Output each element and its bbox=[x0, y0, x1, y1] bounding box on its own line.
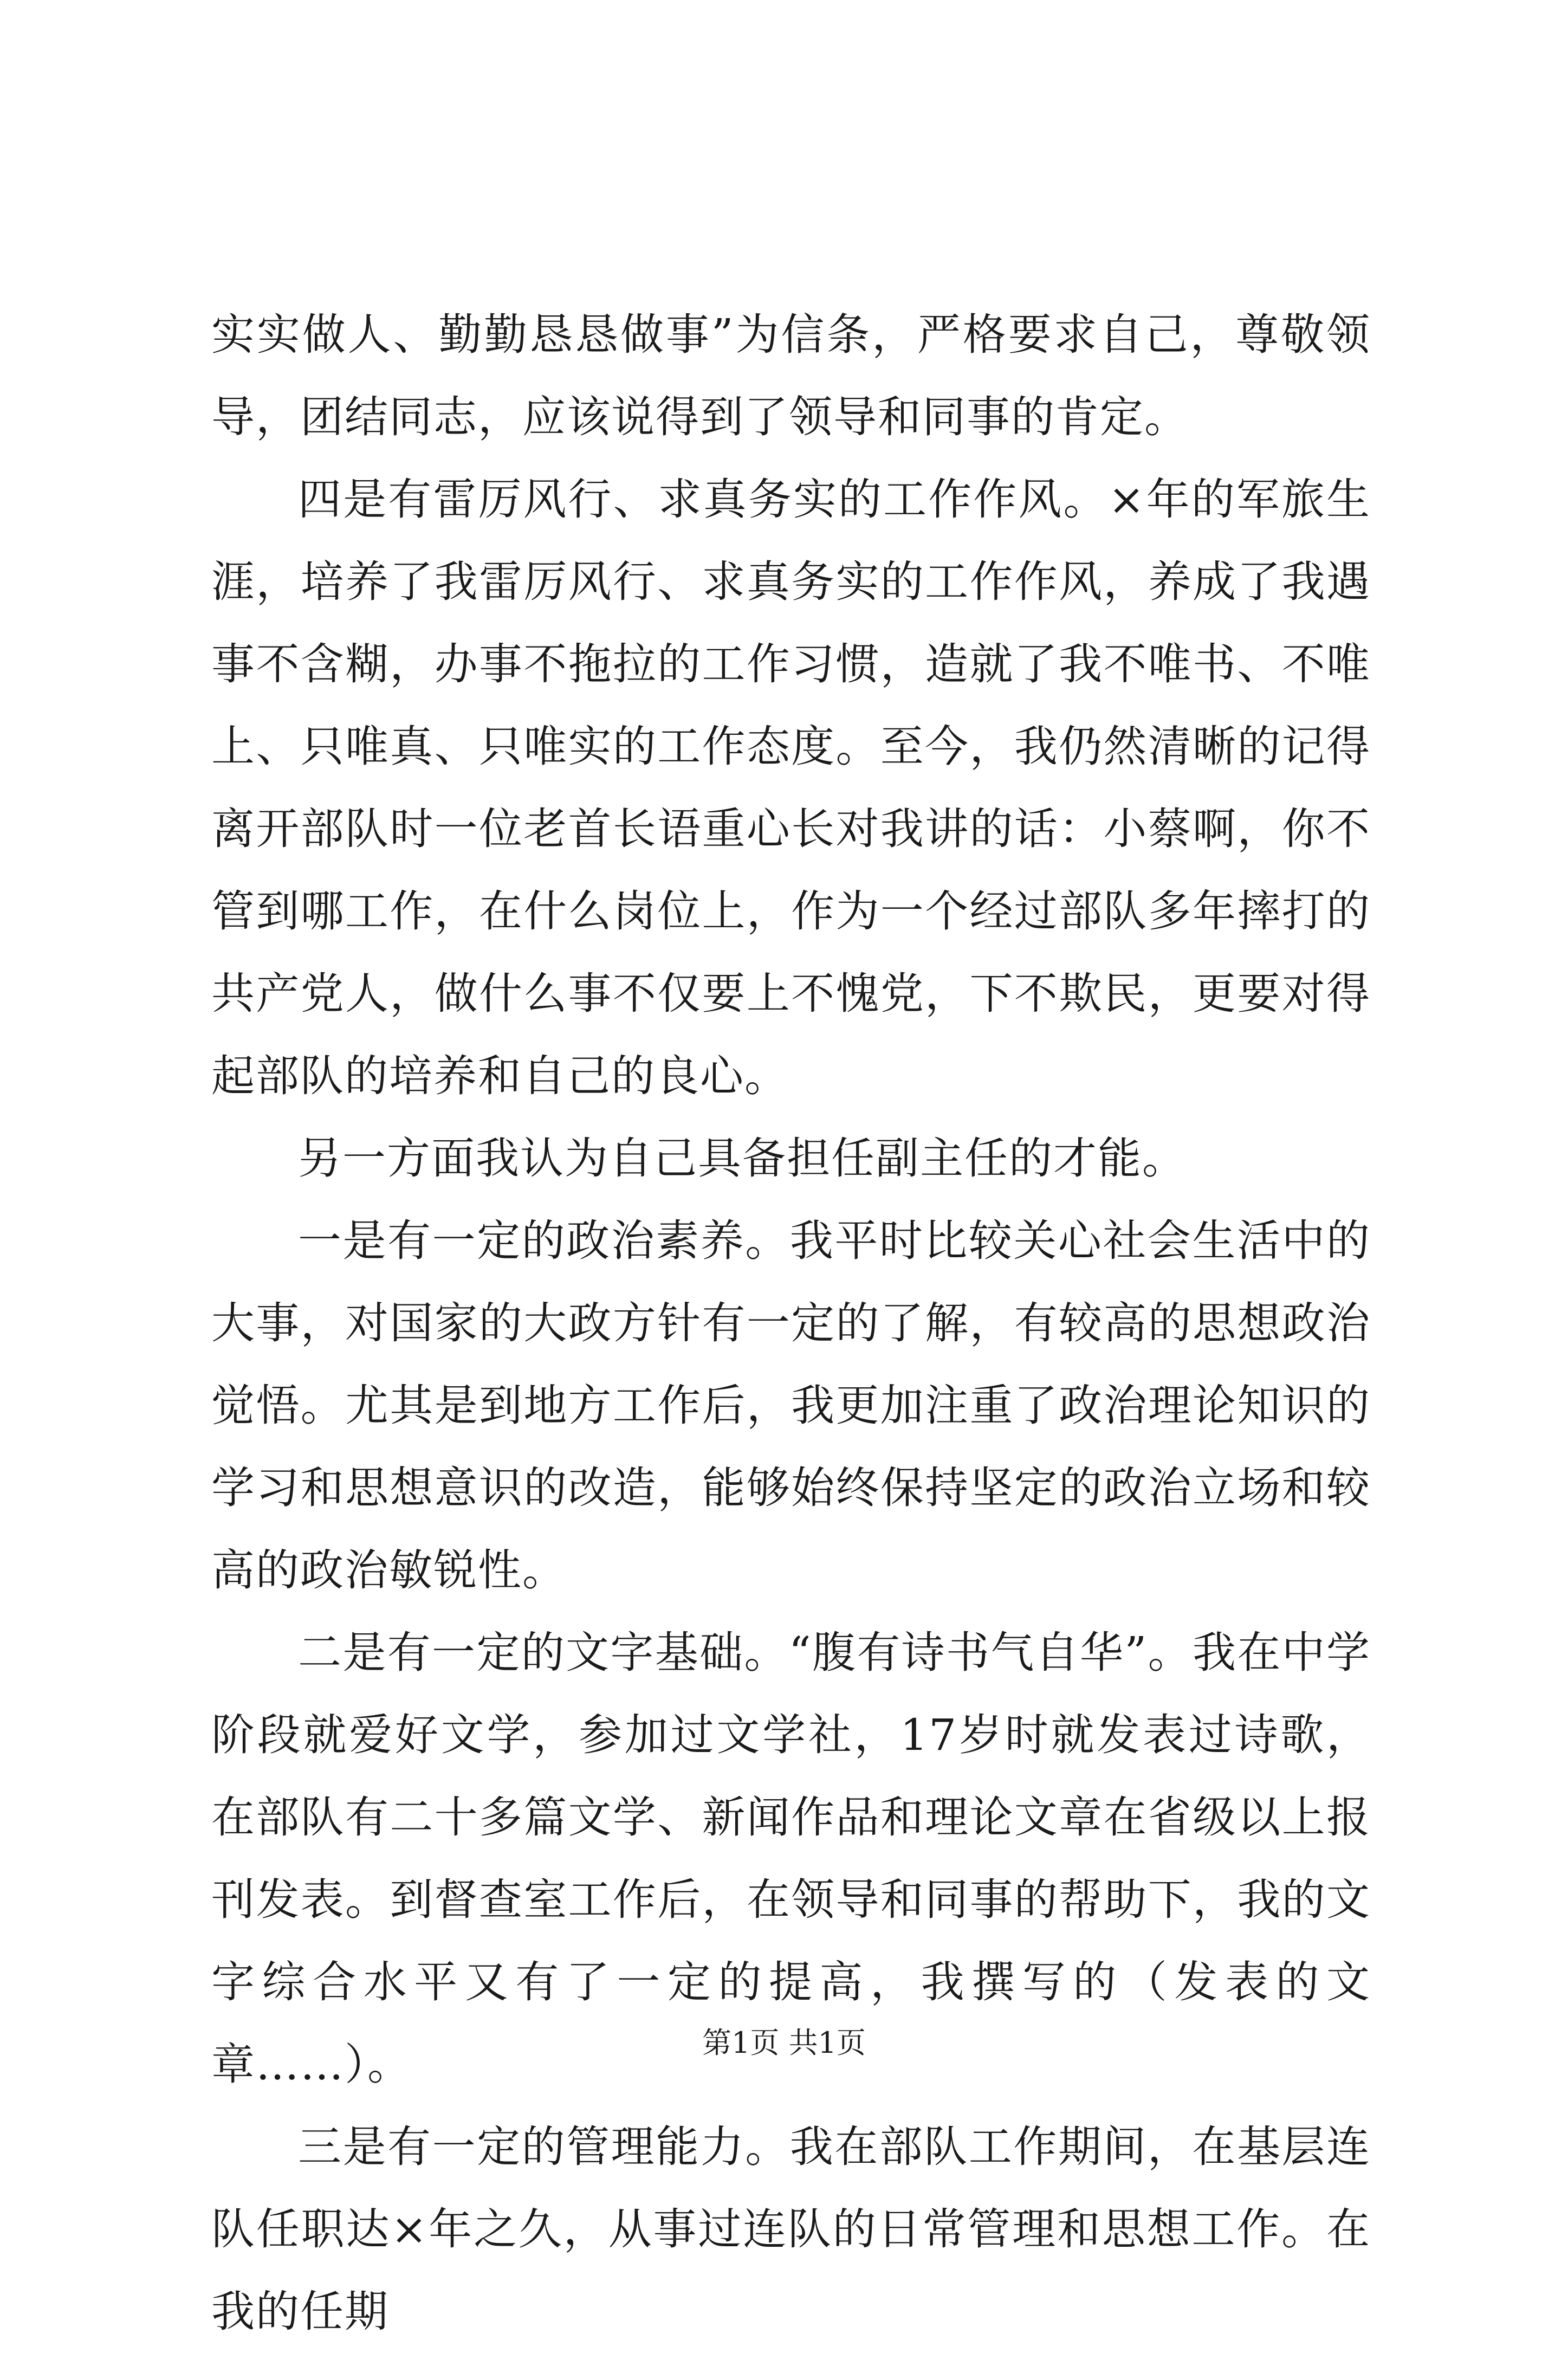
paragraph-6: 三是有一定的管理能力。我在部队工作期间，在基层连队任职达×年之久，从事过连队的日常管理和思想工作。在我的任期 bbox=[211, 2122, 1371, 2337]
paragraph-1: 实实做人、勤勤恳恳做事”为信条，严格要求自己，尊敬领导，团结同志，应该说得到了领导和同事的肯定。 bbox=[211, 309, 1371, 442]
paragraph-2: 四是有雷厉风行、求真务实的工作作风。×年的军旅生涯，培养了我雷厉风行、求真务实的工作作风，养成了我遇事不含糊，办事不拖拉的工作习惯，造就了我不唯书、不唯上、只唯真、只唯实的工作态度。至今，我仍然清晰的记得离开部队时一位老首长语重心长对我讲的话：小蔡啊，你不管到哪工作，在什么岗位上，作为一个经过部队多年摔打的共产党人，做什么事不仅要上不愧党，下不欺民，更要对得起部队的培养和自己的良心。 bbox=[211, 474, 1371, 1101]
paragraph-4: 一是有一定的政治素养。我平时比较关心社会生活中的大事，对国家的大政方针有一定的了解，有较高的思想政治觉悟。尤其是到地方工作后，我更加注重了政治理论知识的学习和思想意识的改造，能够始终保持坚定的政治立场和较高的政治敏锐性。 bbox=[211, 1216, 1371, 1595]
paragraph-3: 另一方面我认为自己具备担任副主任的才能。 bbox=[298, 1133, 1187, 1184]
page-footer: 第1页 共1页 bbox=[702, 2026, 866, 2060]
paragraph-5: 二是有一定的文字基础。“腹有诗书气自华”。我在中学阶段就爱好文学，参加过文学社，17岁时就发表过诗歌，在部队有二十多篇文学、新闻作品和理论文章在省级以上报刊发表。到督查室工作后，在领导和同事的帮助下，我的文字综合水平又有了一定的提高，我撰写的（发表的文章……）。 bbox=[211, 1627, 1371, 2090]
